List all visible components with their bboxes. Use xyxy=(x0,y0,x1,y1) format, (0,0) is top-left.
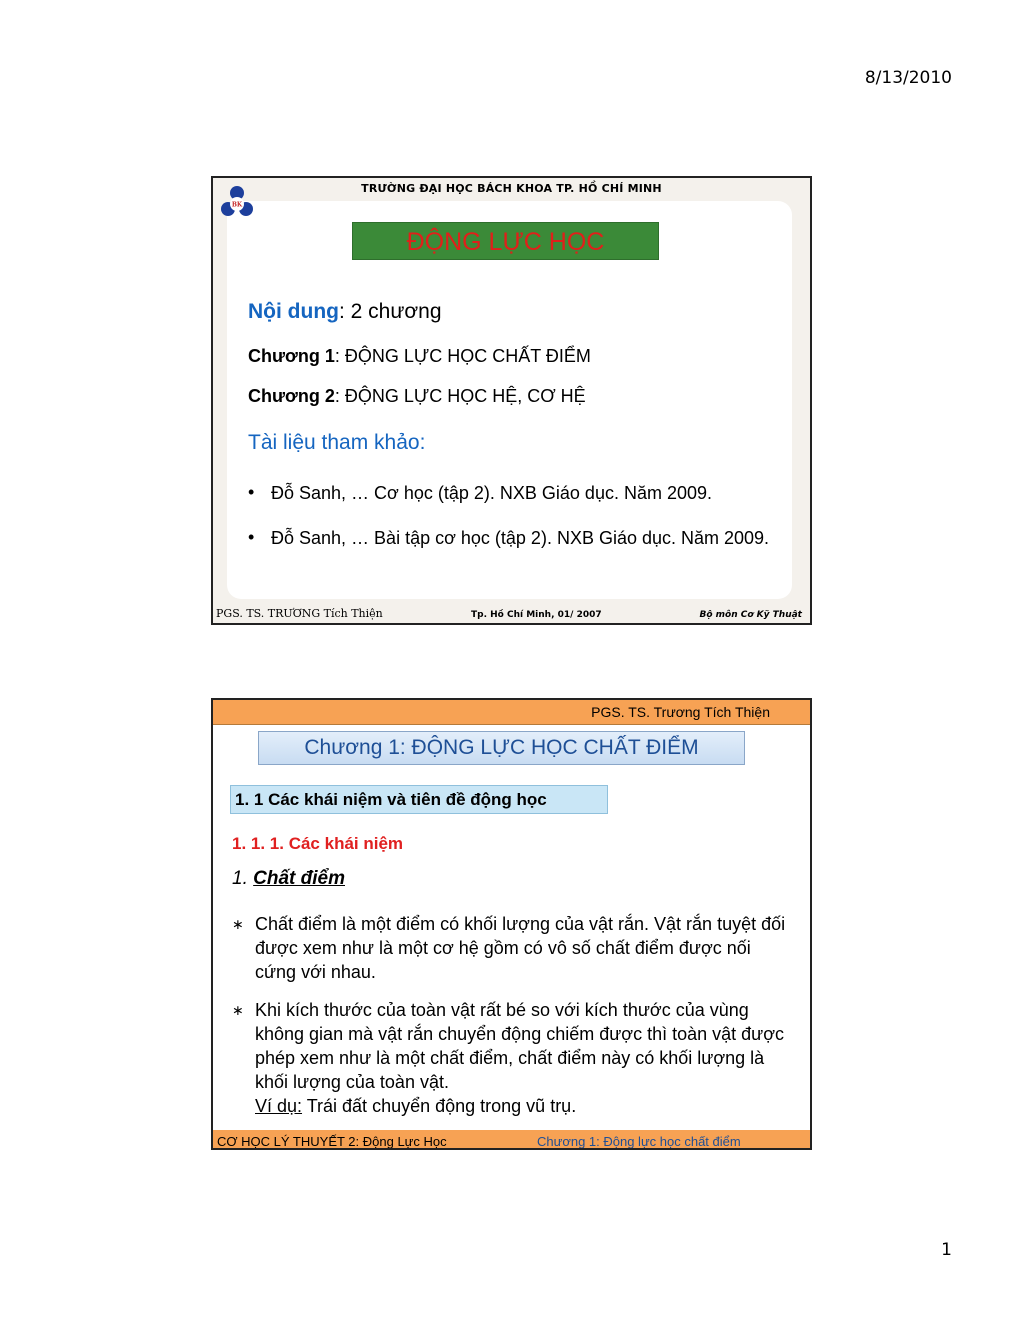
item-heading xyxy=(232,868,345,890)
chapter-2-label: Chương 2 xyxy=(248,386,335,406)
chapter-title: Chương 1: ĐỘNG LỰC HỌC CHẤT ĐIỂM xyxy=(258,731,745,765)
item-number: 1. xyxy=(232,868,248,889)
footer-chapter: Chương 1: Động lực học chất điểm xyxy=(537,1134,741,1149)
page-date: 8/13/2010 xyxy=(864,68,952,88)
references-heading: Tài liệu tham khảo: xyxy=(248,431,426,454)
slide-1-footer xyxy=(213,602,810,620)
svg-text:BK: BK xyxy=(231,201,243,209)
footer-department: Bộ môn Cơ Kỹ Thuật xyxy=(699,610,802,620)
reference-item xyxy=(248,482,788,505)
slide-2 xyxy=(211,698,812,1150)
example-line xyxy=(255,1096,576,1117)
slide-2-top-bar xyxy=(213,700,810,725)
section-title: 1. 1 Các khái niệm và tiên đề động học xyxy=(230,785,608,814)
chapter-2-line xyxy=(248,386,586,407)
item-title: Chất điểm xyxy=(253,868,345,889)
chapter-1-text: : ĐỘNG LỰC HỌC CHẤT ĐIỂM xyxy=(334,346,591,366)
slide-author: PGS. TS. Trương Tích Thiện xyxy=(591,704,770,720)
content-value: : 2 chương xyxy=(338,300,442,323)
chapter-1-line xyxy=(248,346,591,367)
chapter-1-label: Chương 1 xyxy=(248,346,335,366)
slide-title: ĐỘNG LỰC HỌC xyxy=(352,222,659,260)
content-line xyxy=(248,300,442,324)
page-number: 1 xyxy=(941,1240,952,1260)
reference-item xyxy=(248,527,788,550)
footer-location-date: Tp. Hồ Chí Minh, 01/ 2007 xyxy=(471,610,602,620)
footer-author: PGS. TS. TRƯƠNG Tích Thiện xyxy=(216,607,383,620)
chapter-2-text: : ĐỘNG LỰC HỌC HỆ, CƠ HỆ xyxy=(334,386,586,406)
slide-1 xyxy=(211,176,812,625)
footer-course: CƠ HỌC LÝ THUYẾT 2: Động Lực Học xyxy=(217,1134,447,1149)
reference-text: Đỗ Sanh, … Bài tập cơ học (tập 2). NXB Giáo dục. Năm 2009. xyxy=(271,528,770,548)
definition-bullet xyxy=(232,998,792,1094)
asterisk-bullet-icon: ∗ xyxy=(232,1002,244,1018)
bullet-text: Chất điểm là một điểm có khối lượng của vật rắn. Vật rắn tuyệt đối được xem như là một cơ hệ gồm có vô số chất điểm được nối cứng với nhau. xyxy=(255,914,786,982)
definition-bullet xyxy=(232,912,792,984)
bullet-dot-icon: • xyxy=(248,482,255,502)
bullet-dot-icon: • xyxy=(248,527,255,547)
example-label: Ví dụ: xyxy=(255,1096,303,1116)
slide-2-footer-bar xyxy=(213,1130,810,1148)
university-header: TRƯỜNG ĐẠI HỌC BÁCH KHOA TP. HỒ CHÍ MINH xyxy=(361,182,662,195)
bullet-text: Khi kích thước của toàn vật rất bé so với kích thước của vùng không gian mà vật rắn chuyển động chiếm được thì toàn vật được phép xem như là một chất điểm, chất điểm này có khối lượng là khối lượng của toàn vật. xyxy=(255,1000,785,1092)
asterisk-bullet-icon: ∗ xyxy=(232,916,244,932)
example-text: Trái đất chuyển động trong vũ trụ. xyxy=(302,1096,577,1116)
reference-text: Đỗ Sanh, … Cơ học (tập 2). NXB Giáo dục. Năm 2009. xyxy=(271,483,713,503)
content-label: Nội dung xyxy=(248,300,339,323)
subsection-title: 1. 1. 1. Các khái niệm xyxy=(232,834,404,853)
